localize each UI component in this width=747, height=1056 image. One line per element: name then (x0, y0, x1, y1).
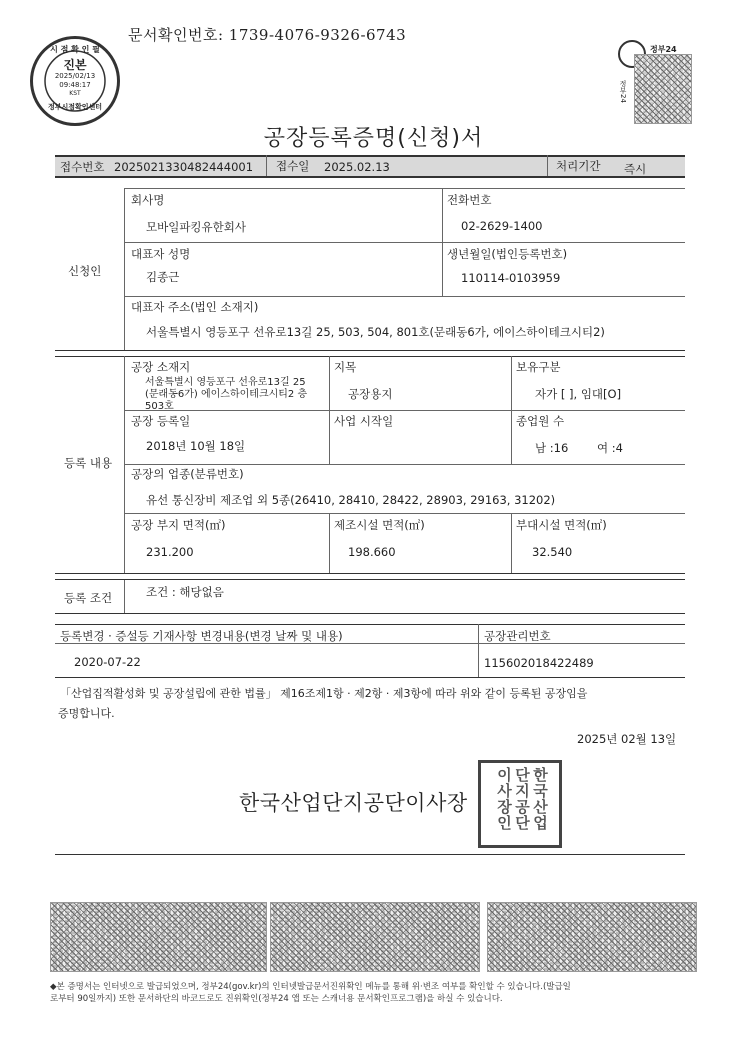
land-category: 공장용지 (348, 387, 393, 401)
barcode-3[interactable] (487, 902, 697, 972)
statement-line1: 「산업집적활성화 및 공장설립에 관한 법률」 제16조제1항 · 제2항 · 제3항에 따라 위와 같이 등록된 공장임을 (60, 687, 588, 700)
land-category-label: 지목 (334, 360, 357, 374)
stamp-time: 09:48:17 (59, 81, 91, 89)
timestamp-stamp (30, 36, 120, 126)
doc-check-number: 1739-4076-9326-6743 (228, 26, 407, 44)
manufacturing-area-label: 제조시설 면적(㎡) (334, 518, 425, 532)
rep-address-label: 대표자 주소(법인 소재지) (131, 300, 259, 314)
stamp-center-text: 진본 (63, 58, 87, 72)
birth: 110114-0103959 (461, 271, 561, 285)
barcode-1[interactable] (50, 902, 267, 972)
rep-name-label: 대표자 성명 (131, 247, 191, 261)
processing-period-label: 처리기간 (556, 159, 601, 173)
factory-location-line3: 503호 (145, 401, 174, 412)
factory-location-line1: 서울특별시 영등포구 선유로13길 25 (145, 377, 306, 388)
applicant-section-label: 신청인 (68, 264, 102, 278)
factory-location-line2: (문래동6가) 에이스하이테크시티2 층 (145, 389, 308, 400)
factory-mgmt-number: 115602018422489 (484, 656, 594, 670)
employees-label: 종업원 수 (516, 414, 565, 428)
factory-location-label: 공장 소재지 (131, 360, 191, 374)
stamp-date: 2025/02/13 (54, 72, 96, 80)
factory-mgmt-number-label: 공장관리번호 (484, 629, 551, 643)
change-history-label: 등록변경 · 증설등 기재사항 변경내용(변경 날짜 및 내용) (60, 629, 343, 643)
condition-value: 조건 : 해당없음 (146, 585, 224, 599)
business-start-label: 사업 시작일 (334, 414, 394, 428)
gov24-vertical-text: 정부24 (619, 80, 627, 103)
industry: 유선 통신장비 제조업 외 5종(26410, 28410, 28422, 28903, 29163, 31202) (146, 493, 556, 507)
registration-date-label: 공장 등록일 (131, 414, 191, 428)
employees-female: 여 :4 (597, 441, 623, 455)
site-area-label: 공장 부지 면적(㎡) (131, 518, 226, 532)
qr-code[interactable] (634, 54, 692, 124)
issuer-name: 한국산업단지공단이사장 (239, 791, 468, 815)
condition-label: 등록 조건 (64, 591, 113, 605)
receipt-number-label: 접수번호 (60, 160, 105, 174)
company-name-label: 회사명 (131, 193, 165, 207)
stamp-tz: KST (69, 90, 81, 97)
employees-male: 남 :16 (535, 441, 569, 455)
phone-label: 전화번호 (447, 193, 492, 207)
birth-label: 생년월일(법인등록번호) (447, 247, 568, 261)
ownership: 자가 [ ], 임대[O] (535, 387, 622, 401)
registration-date: 2018년 10월 18일 (146, 439, 246, 453)
footer-notice-line1: ◆본 증명서는 인터넷으로 발급되었으며, 정부24(gov.kr)의 인터넷발급문서진위확인 메뉴를 통해 위·변조 여부를 확인할 수 있습니다.(발급일 (50, 982, 571, 992)
auxiliary-area-label: 부대시설 면적(㎡) (516, 518, 607, 532)
doc-check-line: 문서확인번호: 1739-4076-9326-6743 (128, 26, 407, 44)
rep-name: 김종근 (146, 270, 180, 284)
rep-address: 서울특별시 영등포구 선유로13길 25, 503, 504, 801호(문래동6가, 에이스하이테크시티2) (146, 325, 605, 339)
site-area: 231.200 (146, 545, 194, 559)
manufacturing-area: 198.660 (348, 545, 396, 559)
issue-date: 2025년 02월 13일 (577, 732, 677, 746)
stamp-top-text: 시 점 확 인 필 (50, 45, 100, 54)
official-seal (478, 760, 562, 848)
statement-line2: 증명합니다. (58, 707, 115, 720)
phone: 02-2629-1400 (461, 219, 543, 233)
footer-notice-line2: 로부터 90일까지) 또한 문서하단의 바코드로도 진위확인(정부24 앱 또는 스캐너용 문서확인프로그램)을 하실 수 있습니다. (50, 994, 503, 1004)
company-name: 모바일파킹유한회사 (146, 220, 246, 234)
registration-section-label: 등록 내용 (64, 456, 113, 470)
doc-check-label: 문서확인번호 (128, 26, 218, 44)
receipt-date: 2025.02.13 (324, 160, 390, 174)
gov24-logo-text: 정부24 (650, 45, 677, 54)
auxiliary-area: 32.540 (532, 545, 573, 559)
receipt-date-label: 접수일 (276, 159, 310, 173)
page-title: 공장등록증명(신청)서 (263, 126, 484, 151)
industry-label: 공장의 업종(분류번호) (131, 467, 244, 481)
stamp-bottom-text: 정부시점확인센터 (47, 103, 103, 111)
processing-period: 즉시 (624, 162, 647, 176)
change-history-value: 2020-07-22 (74, 655, 141, 669)
barcode-2[interactable] (270, 902, 480, 972)
ownership-label: 보유구분 (516, 360, 561, 374)
receipt-number: 2025021330482444001 (114, 160, 254, 174)
official-seal-text: 한국산업단지공단이사장인 (495, 767, 549, 831)
